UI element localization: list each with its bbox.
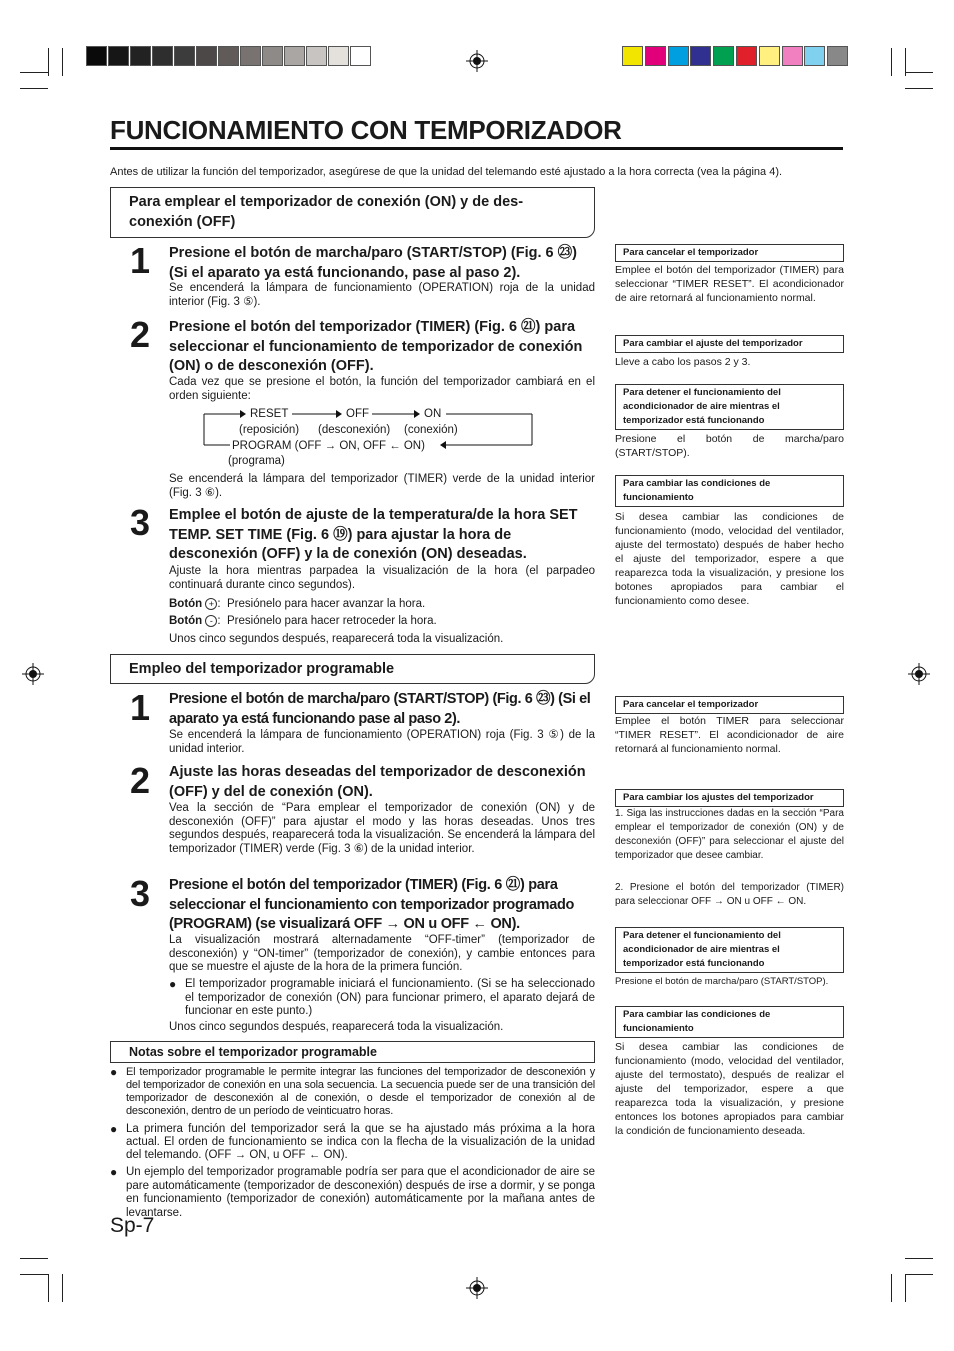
- sidebar-text: Emplee el botón del temporizador (TIMER) para seleccionar “TIMER RESET”. El acondicionador de aire retornará al funcionamiento normal.: [615, 264, 844, 304]
- process-color-swatch: [736, 46, 757, 66]
- step-body: Se encenderá la lámpara del temporizador (TIMER) verde de la unidad interior (Fig. 3 ⑥).: [169, 473, 595, 499]
- step-body: Unos cinco segundos después, reaparecerá toda la visualización.: [169, 633, 504, 645]
- registration-mark-icon: [466, 1277, 488, 1299]
- process-color-swatch: [645, 46, 666, 66]
- step-heading: Presione el botón de marcha/paro (START/STOP) (Fig. 6 ㉓) (Si el aparato ya está funcionando pase al paso 2).: [169, 691, 591, 727]
- minus-button-line: Botón - : Presiónelo para hacer retroceder la hora.: [169, 615, 437, 628]
- note-item: El temporizador programable le permite integrar las funciones del temporizador de desconexión y del temporizador de conexión en una sola secuencia. La secuencia puede ser de una transición del temporizador de desconexión al de conexión, o desde el temporizador de conexión al de desconexión, dentro de un período de veinticuatro horas.: [126, 1066, 595, 1117]
- sidebar-list-item: 2. Presione el botón del temporizador (TIMER) para seleccionar OFF → ON u OFF ← ON.: [615, 882, 844, 907]
- step-number: 2: [130, 314, 151, 355]
- step-body: Vea la sección de “Para emplear el temporizador de conexión (ON) y de desconexión (OFF)” para ajustar el modo y las horas deseadas. Unos tres segundos después, reaparecerá toda la visualización. Se encenderá la lámpara del temporizador (TIMER) verde (Fig. 3 ⑥) de la unidad interior.: [169, 802, 595, 855]
- sidebar-heading: Para cancelar el temporizador: [615, 696, 844, 714]
- intro-text: Antes de utilizar la función del temporizador, asegúrese de que la unidad del telemando esté ajustado a la hora correcta (vea la página 4).: [110, 166, 783, 178]
- step-number: 1: [130, 240, 151, 281]
- sidebar-text: Lleve a cabo los pasos 2 y 3.: [615, 356, 751, 368]
- crop-mark: [905, 88, 933, 89]
- process-color-swatch: [759, 46, 780, 66]
- sidebar-text: Si desea cambiar las condiciones de funcionamiento (modo, velocidad del ventilador, ajuste del termostato) después de haber hecho el ajuste del temporizador, espere a que reaparezca toda la visualización, y presione los botones apropiados para cambiar el funcionamiento como desee.: [615, 511, 844, 607]
- sidebar-heading: Para cambiar el ajuste del temporizador: [615, 335, 844, 353]
- step-heading: Ajuste las horas deseadas del temporizador de desconexión (OFF) y del de conexión (ON).: [169, 764, 586, 800]
- diagram-program: PROGRAM (OFF → ON, OFF ← ON): [232, 440, 425, 452]
- process-color-swatch: [622, 46, 643, 66]
- bullet-icon: ●: [110, 1065, 118, 1079]
- registration-mark-icon: [466, 50, 488, 72]
- notes-heading-box: Notas sobre el temporizador programable: [110, 1041, 595, 1063]
- step-body: Se encenderá la lámpara de funcionamiento (OPERATION) roja de la unidad interior (Fig. 3 ⑤).: [169, 282, 595, 308]
- grayscale-swatch: [174, 46, 195, 66]
- grayscale-swatch: [306, 46, 327, 66]
- grayscale-swatch: [196, 46, 217, 66]
- sidebar-text: Presione el botón de marcha/paro (START/STOP).: [615, 433, 844, 459]
- crop-mark: [891, 1274, 892, 1302]
- process-color-swatch: [713, 46, 734, 66]
- crop-mark: [905, 1274, 906, 1302]
- sidebar-heading: Para cambiar los ajustes del temporizador: [615, 789, 844, 807]
- grayscale-swatch: [86, 46, 107, 66]
- crop-mark: [905, 48, 906, 76]
- page-number: Sp-7: [110, 1214, 155, 1237]
- crop-mark: [20, 72, 48, 73]
- plus-button-line: Botón + : Presiónelo para hacer avanzar la hora.: [169, 598, 426, 611]
- note-item: Un ejemplo del temporizador programable podría ser para que el acondicionador de aire se pare automáticamente (temporizador de desconexión) después de irse a dormir, y se ponga en funcionamiento (temporizador de conexión) automáticamente por la mañana antes de levantarse.: [126, 1166, 595, 1219]
- crop-mark: [48, 48, 49, 76]
- section-heading: Empleo del temporizador programable: [110, 654, 595, 684]
- sidebar-heading: Para detener el funcionamiento del acondicionador de aire mientras el temporizador está funcionando: [615, 927, 844, 973]
- sidebar-heading: Para cancelar el temporizador: [615, 244, 844, 262]
- sidebar-heading: Para cambiar las condiciones de funcionamiento: [615, 1006, 844, 1038]
- page-title: FUNCIONAMIENTO CON TEMPORIZADOR: [110, 115, 622, 145]
- crop-mark: [20, 1258, 48, 1259]
- process-color-swatch: [804, 46, 825, 66]
- step-body: Cada vez que se presione el botón, la función del temporizador cambiará en el orden siguiente:: [169, 376, 595, 402]
- diagram-reset: RESET: [250, 408, 289, 420]
- grayscale-swatch: [350, 46, 371, 66]
- crop-mark: [905, 1274, 933, 1275]
- diagram-on-es: (conexión): [404, 424, 458, 436]
- grayscale-swatch: [328, 46, 349, 66]
- diagram-off-es: (desconexión): [318, 424, 391, 436]
- process-color-swatch: [827, 46, 848, 66]
- step-heading: Presione el botón del temporizador (TIMER) (Fig. 6 ㉑) para seleccionar el funcionamiento con temporizador programado (PROGRAM) (se visualizará OFF → ON u OFF ← ON).: [169, 877, 575, 932]
- grayscale-swatch: [130, 46, 151, 66]
- sidebar-text: Emplee el botón TIMER para seleccionar “TIMER RESET”. El acondicionador de aire retornará al funcionamiento normal.: [615, 715, 844, 755]
- sidebar-text: Si desea cambiar las condiciones de funcionamiento (modo, velocidad del ventilador, ajuste del termostato), después de realizar el ajuste del temporizador, espere a que reaparezca toda la visualización, y presione entonces los botones apropiados para cambiar la condición de funcionamiento deseada.: [615, 1041, 844, 1137]
- grayscale-swatch: [108, 46, 129, 66]
- process-color-swatch: [668, 46, 689, 66]
- step-bullet-text: El temporizador programable iniciará el funcionamiento. (Si se ha seleccionado el temporizador de conexión (ON) para funcionar primero, el aparato dejará de funcionar en este punto.): [185, 978, 595, 1017]
- step-body: La visualización mostrará alternadamente “OFF-timer” (temporizador de desconexión) y “ON-timer” (temporizador de conexión), y cambie entonces para que se muestre el ajuste de la hora de la primera función.: [169, 934, 595, 973]
- process-color-swatch: [782, 46, 803, 66]
- step-number: 3: [130, 502, 151, 543]
- crop-mark: [20, 88, 48, 89]
- registration-mark-icon: [22, 663, 44, 685]
- diagram-off: OFF: [346, 408, 369, 420]
- crop-mark: [905, 72, 933, 73]
- process-color-swatch: [690, 46, 711, 66]
- registration-mark-icon: [908, 663, 930, 685]
- sidebar-heading: Para detener el funcionamiento del acondicionador de aire mientras el temporizador está funcionando: [615, 384, 844, 430]
- plus-icon: +: [205, 598, 217, 610]
- timer-cycle-diagram: [200, 405, 540, 471]
- step-number: 2: [130, 760, 151, 801]
- bullet-icon: ●: [110, 1122, 118, 1136]
- crop-mark: [891, 48, 892, 76]
- grayscale-swatch: [262, 46, 283, 66]
- diagram-reset-es: (reposición): [239, 424, 300, 436]
- note-item: La primera función del temporizador será la que se ha ajustado más próxima a la hora actual. El orden de funcionamiento se indica con la flecha de la visualización de la unidad del telemando. (OFF → ON, u OFF ← ON).: [126, 1123, 595, 1161]
- diagram-program-es: (programa): [228, 455, 285, 467]
- grayscale-swatch: [284, 46, 305, 66]
- title-rule: [110, 147, 843, 150]
- bullet-icon: ●: [110, 1165, 118, 1179]
- step-body: Ajuste la hora mientras parpadea la visualización de la hora (el parpadeo continuará durante cinco segundos).: [169, 565, 595, 591]
- step-body: Unos cinco segundos después, reaparecerá toda la visualización.: [169, 1021, 504, 1033]
- section-heading: Para emplear el temporizador de conexión (ON) y de des- conexión (OFF): [110, 187, 595, 238]
- grayscale-swatch: [218, 46, 239, 66]
- crop-mark: [905, 1258, 933, 1259]
- step-heading: Presione el botón del temporizador (TIMER) (Fig. 6 ㉑) para seleccionar el funcionamiento de temporizador de conexión (ON) o de desconexión (OFF).: [169, 319, 583, 374]
- minus-icon: -: [205, 615, 217, 627]
- sidebar-list-item: 1. Siga las instrucciones dadas en la sección “Para emplear el temporizador de conexión (ON) y de desconexión (OFF)” para seleccionar el ajuste del temporizador que desee cambiar.: [615, 808, 844, 861]
- step-number: 1: [130, 687, 151, 728]
- step-body: Se encenderá la lámpara de funcionamiento (OPERATION) roja (Fig. 3 ⑤) de la unidad interior.: [169, 729, 595, 755]
- grayscale-swatch: [152, 46, 173, 66]
- crop-mark: [48, 1274, 49, 1302]
- sidebar-text: Presione el botón de marcha/paro (START/STOP).: [615, 976, 829, 987]
- grayscale-swatch: [240, 46, 261, 66]
- step-heading: Presione el botón de marcha/paro (START/STOP) (Fig. 6 ㉓) (Si el aparato ya está funcionando, pase al paso 2).: [169, 245, 577, 281]
- step-number: 3: [130, 873, 151, 914]
- crop-mark: [62, 1274, 63, 1302]
- step-heading: Emplee el botón de ajuste de la temperatura/de la hora SET TEMP. SET TIME (Fig. 6 ⑲) para ajustar la hora de desconexión (OFF) y la de conexión (ON) deseadas.: [169, 507, 578, 562]
- sidebar-heading: Para cambiar las condiciones de funcionamiento: [615, 475, 844, 507]
- bullet-icon: ●: [169, 977, 177, 991]
- crop-mark: [62, 48, 63, 76]
- crop-mark: [20, 1274, 48, 1275]
- diagram-on: ON: [424, 408, 442, 420]
